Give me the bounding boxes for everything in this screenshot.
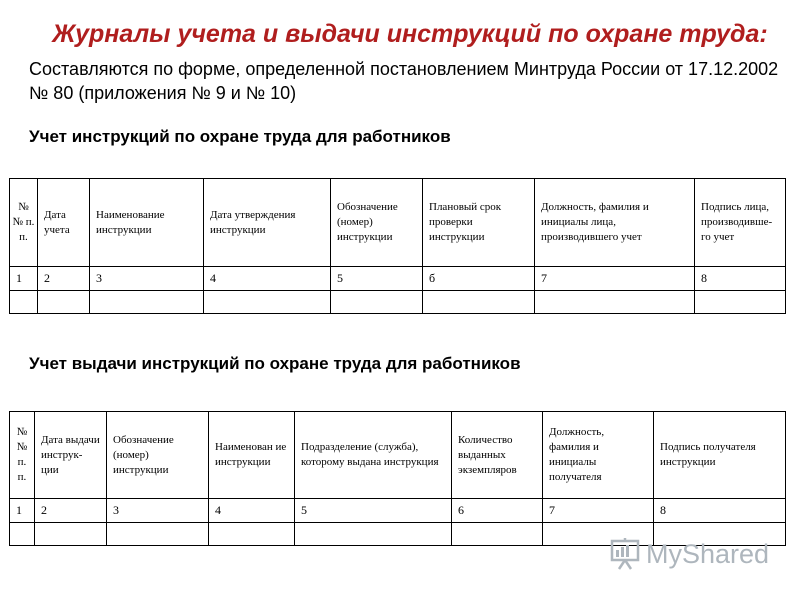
table1-header-cell: Дата учета (38, 179, 90, 267)
table2-header-cell: Подразделение (служба), которому выдана инструкция (295, 412, 452, 499)
table1-column-number-row (10, 267, 786, 291)
table1-header-cell: Наименование инструкции (90, 179, 204, 267)
table2-header-cell: Обозначение (номер) инструкции (107, 412, 209, 499)
table2-header-cell: Дата выдачи инструк-ции (35, 412, 107, 499)
table2-empty-cell (107, 523, 209, 546)
table2-empty-cell (452, 523, 543, 546)
page-subtitle: Составляются по форме, определенной постановлением Минтруда России от 17.12.2002 № 80 (приложения № 9 и № 10) (29, 59, 779, 103)
table1-header-cell: Должность, фамилия и инициалы лица, производившего учет (535, 179, 695, 267)
table1-header-row (10, 179, 786, 267)
table1-empty-cell (423, 291, 535, 314)
table1-empty-cell (10, 291, 38, 314)
table2-column-number: 8 (654, 499, 786, 523)
table1-header-cell: Обозначение (номер) инструкции (331, 179, 423, 267)
table1-column-number: 3 (90, 267, 204, 291)
table2-column-number: 4 (209, 499, 295, 523)
table2-column-number: 7 (543, 499, 654, 523)
table2-column-number: 5 (295, 499, 452, 523)
page-title: Журналы учета и выдачи инструкций по охране труда: (52, 20, 768, 48)
section1-heading: Учет инструкций по охране труда для работников (29, 127, 451, 146)
section2-heading: Учет выдачи инструкций по охране труда для работников (29, 354, 521, 373)
myshared-watermark (608, 537, 769, 571)
table1-header-cell: № № п. п. (10, 179, 38, 267)
table1-empty-cell (535, 291, 695, 314)
table1-column-number: 8 (695, 267, 786, 291)
table1-empty-cell (38, 291, 90, 314)
table1-column-number: 5 (331, 267, 423, 291)
table2-column-number: 1 (10, 499, 35, 523)
table2-header-row (10, 412, 786, 499)
table1-empty-cell (204, 291, 331, 314)
watermark-text: MyShared (646, 538, 770, 569)
table1-column-number: 2 (38, 267, 90, 291)
table2-column-number-row (10, 499, 786, 523)
instruction-issue-table (9, 411, 786, 546)
table2-column-number: 6 (452, 499, 543, 523)
table1-column-number: 1 (10, 267, 38, 291)
table1-empty-cell (331, 291, 423, 314)
table2-column-number: 3 (107, 499, 209, 523)
table1-header-cell: Дата утверждения инструкции (204, 179, 331, 267)
table2-empty-cell (35, 523, 107, 546)
table2-empty-cell (209, 523, 295, 546)
table1-header-cell: Подпись лица, производивше-го учет (695, 179, 786, 267)
table1-column-number: 7 (535, 267, 695, 291)
table2-header-cell: Должность, фамилия и инициалы получателя (543, 412, 654, 499)
table2-header-cell: Количество выданных экземпляров (452, 412, 543, 499)
table2-header-cell: Наименован ие инструкции (209, 412, 295, 499)
presentation-board-icon (608, 537, 642, 571)
table1-header-cell: Плановый срок проверки инструкции (423, 179, 535, 267)
instruction-registry-table (9, 178, 786, 314)
table2-header-cell: Подпись получателя инструкции (654, 412, 786, 499)
table1-column-number: 4 (204, 267, 331, 291)
table1-empty-row (10, 291, 786, 314)
table1-column-number: б (423, 267, 535, 291)
table2-empty-cell (295, 523, 452, 546)
table2-header-cell: № № п. п. (10, 412, 35, 499)
table1-empty-cell (90, 291, 204, 314)
table2-column-number: 2 (35, 499, 107, 523)
table1-empty-cell (695, 291, 786, 314)
table2-empty-cell (10, 523, 35, 546)
